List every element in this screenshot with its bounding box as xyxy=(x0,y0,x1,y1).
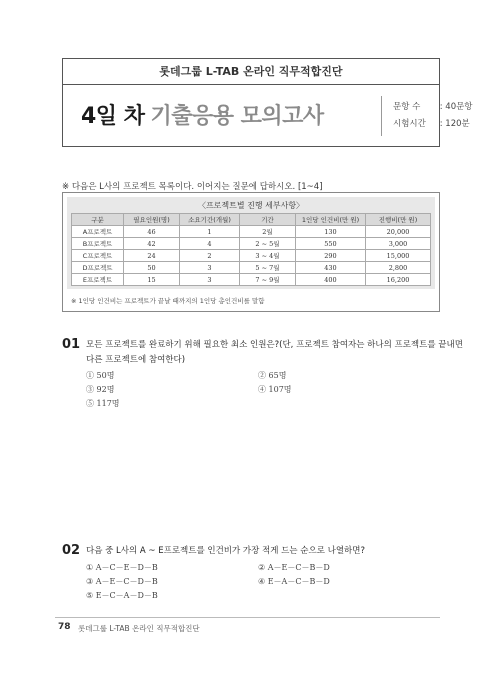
table-cell: 7 ~ 9월 xyxy=(240,274,296,286)
question-text-line: 다음 중 L사의 A ~ E프로젝트를 인건비가 가장 적게 드는 순으로 나열하면? xyxy=(86,546,365,556)
table-cell: 3,000 xyxy=(366,238,431,250)
table-note: ※ 1인당 인건비는 프로젝트가 끝날 때까지의 1인당 총인건비를 말함 xyxy=(71,297,265,305)
table-cell: 1 xyxy=(180,226,240,238)
table-cell: C프로젝트 xyxy=(72,250,124,262)
header-divider xyxy=(381,96,382,136)
table-cell: 24 xyxy=(124,250,180,262)
column-header: 1인당 인건비(만 원) xyxy=(296,214,366,226)
page-title xyxy=(81,99,324,130)
project-table-box xyxy=(62,192,440,312)
meta-value: 40문항 xyxy=(445,102,473,112)
instruction-text: ※ 다음은 L사의 프로젝트 목록이다. 이어지는 질문에 답하시오. [1~4] xyxy=(62,182,323,192)
table-cell: 46 xyxy=(124,226,180,238)
answer-option[interactable]: ③ A－E－C－D－B xyxy=(86,577,158,586)
table-row xyxy=(72,226,431,238)
table-cell: 2 xyxy=(180,250,240,262)
project-table xyxy=(71,213,431,286)
table-cell: D프로젝트 xyxy=(72,262,124,274)
table-cell: 15,000 xyxy=(366,250,431,262)
table-cell: 5 ~ 7월 xyxy=(240,262,296,274)
table-cell: E프로젝트 xyxy=(72,274,124,286)
table-cell: 2월 xyxy=(240,226,296,238)
column-header: 진행비(만 원) xyxy=(366,214,431,226)
table-row xyxy=(72,262,431,274)
table-caption: 〈프로젝트별 진행 세부사항〉 xyxy=(197,201,305,210)
question-text xyxy=(86,338,466,368)
table-row xyxy=(72,250,431,262)
table-cell: 550 xyxy=(296,238,366,250)
answer-option[interactable]: ③ 92명 xyxy=(86,385,115,394)
footer-text: 롯데그룹 L-TAB 온라인 직무적합진단 xyxy=(78,624,200,633)
column-header: 필요인원(명) xyxy=(124,214,180,226)
table-cell: 3 ~ 4월 xyxy=(240,250,296,262)
answer-option[interactable]: ② 65명 xyxy=(258,371,287,380)
table-cell: 430 xyxy=(296,262,366,274)
table-cell: 16,200 xyxy=(366,274,431,286)
table-cell: 3 xyxy=(180,262,240,274)
table-cell: 50 xyxy=(124,262,180,274)
answer-option[interactable]: ① 50명 xyxy=(86,371,115,380)
table-cell: A프로젝트 xyxy=(72,226,124,238)
question-number: 01 xyxy=(62,337,81,352)
table-cell: 130 xyxy=(296,226,366,238)
title-sub: 기출응용 모의고사 xyxy=(150,104,324,129)
meta-value: 120분 xyxy=(445,119,470,129)
table-cell: 2 ~ 5월 xyxy=(240,238,296,250)
meta-time xyxy=(393,116,473,133)
page-number: 78 xyxy=(58,622,71,632)
exam-meta xyxy=(393,99,473,133)
answer-option[interactable]: ⑤ 117명 xyxy=(86,399,120,408)
table-cell: 2,800 xyxy=(366,262,431,274)
table-header-row xyxy=(72,214,431,226)
table-cell: 290 xyxy=(296,250,366,262)
table-row xyxy=(72,238,431,250)
table-cell: 4 xyxy=(180,238,240,250)
answer-option[interactable]: ④ 107명 xyxy=(258,385,292,394)
answer-option[interactable]: ② A－E－C－B－D xyxy=(258,563,330,572)
footer-divider xyxy=(55,617,440,618)
table-row xyxy=(72,274,431,286)
column-header: 소요기간(개월) xyxy=(180,214,240,226)
meta-sep: : xyxy=(439,102,443,112)
table-cell: 3 xyxy=(180,274,240,286)
answer-option[interactable]: ⑤ E－C－A－D－B xyxy=(86,591,158,600)
header-banner: 롯데그룹 L-TAB 온라인 직무적합진단 xyxy=(63,59,439,85)
table-cell: 20,000 xyxy=(366,226,431,238)
meta-key: 시험시간 xyxy=(393,119,426,129)
meta-sep: : xyxy=(439,119,443,129)
column-header: 구분 xyxy=(72,214,124,226)
meta-question-count xyxy=(393,99,473,116)
column-header: 기간 xyxy=(240,214,296,226)
header-box xyxy=(62,58,473,147)
table-cell: 400 xyxy=(296,274,366,286)
header-title-area xyxy=(63,85,473,146)
question-number: 02 xyxy=(62,543,81,558)
answer-option[interactable]: ④ E－A－C－B－D xyxy=(258,577,330,586)
table-cell: B프로젝트 xyxy=(72,238,124,250)
question-text-line: 모든 프로젝트를 완료하기 위해 필요한 최소 인원은?(단, 프로젝트 참여자는 하나의 프로젝트를 끝내면 xyxy=(86,340,463,350)
table-cell: 15 xyxy=(124,274,180,286)
question-text xyxy=(86,544,466,559)
question-text-line: 다른 프로젝트에 참여한다) xyxy=(86,355,186,365)
meta-key: 문항 수 xyxy=(393,102,421,112)
table-cell: 42 xyxy=(124,238,180,250)
answer-option[interactable]: ① A－C－E－D－B xyxy=(86,563,158,572)
title-main: 4일 차 xyxy=(81,104,145,129)
